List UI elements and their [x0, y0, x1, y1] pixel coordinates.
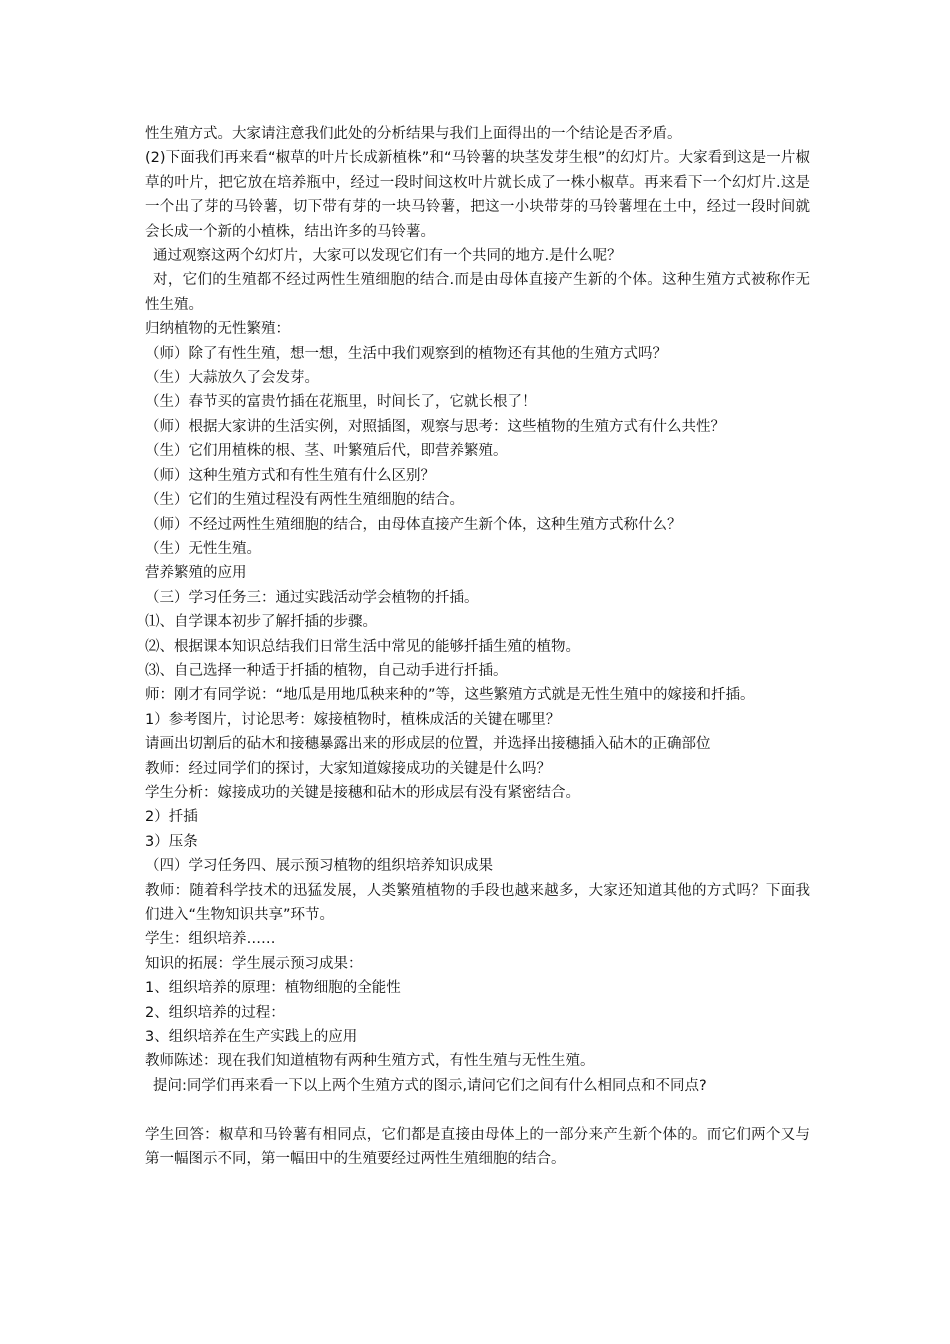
list-item: ⑵、根据课本知识总结我们日常生活中常见的能够扦插生殖的植物。: [145, 638, 580, 655]
section-heading: 归纳植物的无性繁殖：: [145, 321, 290, 338]
paragraph-line: 学生分析：嫁接成功的关键是接穗和砧木的形成层有没有紧密结合。: [145, 784, 580, 801]
paragraph-line: 师：刚才有同学说：“地瓜是用地瓜秧来种的”等，这些繁殖方式就是无性生殖中的嫁接和扦插。: [145, 687, 755, 704]
dialogue-line: （生）它们用植株的根、茎、叶繁殖后代，即营养繁殖。: [145, 443, 508, 460]
section-heading: 营养繁殖的应用: [145, 565, 247, 582]
dialogue-line: （生）它们的生殖过程没有两性生殖细胞的结合。: [145, 492, 464, 509]
paragraph-line: 对，它们的生殖都不经过两性生殖细胞的结合.而是由母体直接产生新的个体。这种生殖方式被称作无性生殖。: [145, 272, 810, 313]
paragraph-line: 请画出切割后的砧木和接穗暴露出来的形成层的位置，并选择出接穗插入砧木的正确部位: [145, 736, 711, 753]
task-heading: （四）学习任务四、展示预习植物的组织培养知识成果: [145, 858, 493, 875]
list-item: ⑴、自学课本初步了解扦插的步骤。: [145, 614, 377, 631]
paragraph-line: 学生：组织培养……: [145, 931, 276, 948]
dialogue-line: （师）根据大家讲的生活实例，对照插图，观察与思考：这些植物的生殖方式有什么共性？: [145, 418, 725, 435]
paragraph-line: 知识的拓展：学生展示预习成果：: [145, 955, 363, 972]
list-item: 3）压条: [145, 833, 198, 850]
question-line: 提问:同学们再来看一下以上两个生殖方式的图示,请问它们之间有什么相同点和不同点?: [153, 1077, 707, 1094]
paragraph-line: 通过观察这两个幻灯片，大家可以发现它们有一个共同的地方.是什么呢？: [153, 248, 622, 265]
dialogue-line: （生）大蒜放久了会发芽。: [145, 370, 319, 387]
paragraph-line: 性生殖方式。大家请注意我们此处的分析结果与我们上面得出的一个结论是否矛盾。: [145, 126, 682, 142]
dialogue-line: （师）不经过两性生殖细胞的结合，由母体直接产生新个体，这种生殖方式称什么？: [145, 516, 682, 533]
list-item: ⑶、自己选择一种适于扦插的植物，自己动手进行扦插。: [145, 662, 508, 679]
paragraph-line: 教师陈述：现在我们知道植物有两种生殖方式，有性生殖与无性生殖。: [145, 1053, 595, 1070]
list-item: 1、组织培养的原理：植物细胞的全能性: [145, 980, 401, 997]
paragraph-line: 教师：随着科学技术的迅猛发展，人类繁殖植物的手段也越来越多，大家还知道其他的方式吗？下面我们进入“生物知识共享”环节。: [145, 882, 810, 923]
list-item: 2、组织培养的过程：: [145, 1004, 285, 1021]
dialogue-line: （师）这种生殖方式和有性生殖有什么区别？: [145, 467, 435, 484]
task-heading: （三）学习任务三：通过实践活动学会植物的扦插。: [145, 589, 479, 606]
document-body: [145, 122, 810, 1171]
list-item: 3、组织培养在生产实践上的应用: [145, 1029, 358, 1046]
dialogue-line: （生）无性生殖。: [145, 540, 261, 557]
list-item: 1）参考图片，讨论思考：嫁接植物时，植株成活的关键在哪里？: [145, 711, 561, 728]
paragraph-slides-description: (2)下面我们再来看“椒草的叶片长成新植株”和“马铃薯的块茎发芽生根”的幻灯片。大家看到这是一片椒草的叶片，把它放在培养瓶中，经过一段时间这枚叶片就长成了一株小椒草。再来看下一个幻灯片.这是一个出了芽的马铃薯，切下带有芽的一块马铃薯，把这一小块带芽的马铃薯埋在土中，经过一段时间就会长成一个新的小植株，结出许多的马铃薯。: [145, 150, 810, 240]
answer-paragraph: 学生回答：椒草和马铃薯有相同点，它们都是直接由母体上的一部分来产生新个体的。而它们两个又与第一幅图示不同，第一幅田中的生殖要经过两性生殖细胞的结合。: [145, 1126, 810, 1168]
dialogue-line: （生）春节买的富贵竹插在花瓶里，时间长了，它就长根了！: [145, 394, 537, 411]
blank-line: [145, 1098, 810, 1122]
list-item: 2）扦插: [145, 809, 198, 826]
paragraph-line: 教师：经过同学们的探讨，大家知道嫁接成功的关键是什么吗？: [145, 760, 551, 777]
dialogue-line: （师）除了有性生殖，想一想，生活中我们观察到的植物还有其他的生殖方式吗？: [145, 345, 667, 362]
